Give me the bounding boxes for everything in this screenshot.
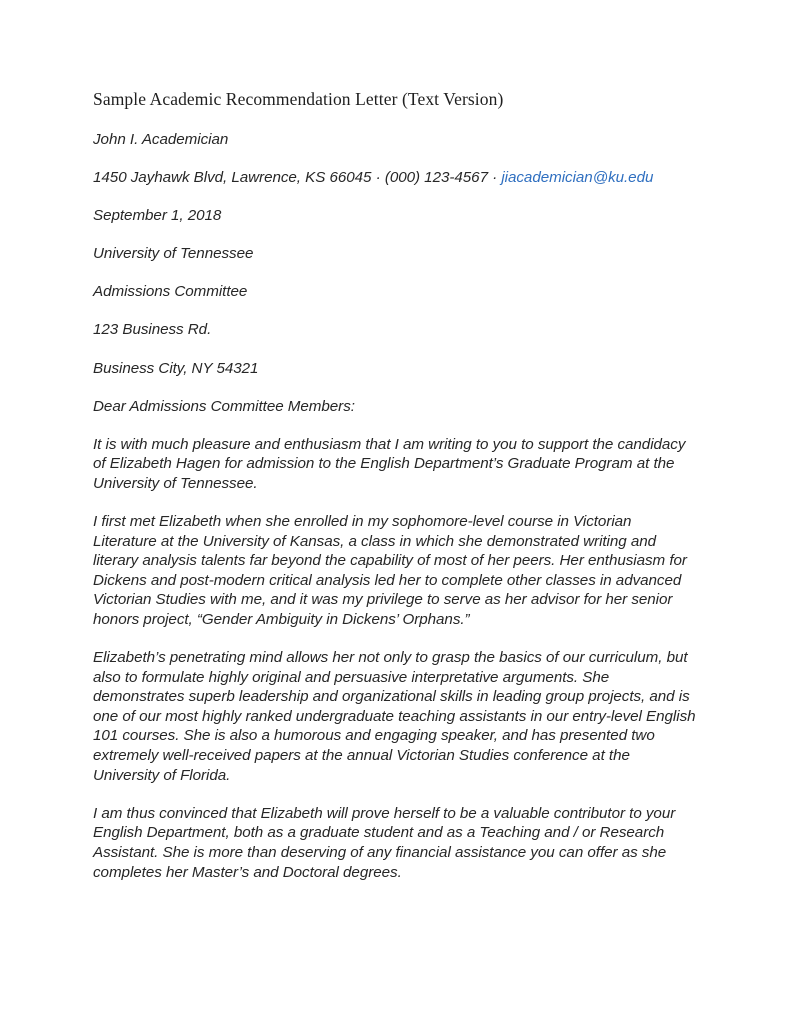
sender-phone: (000) 123-4567 bbox=[384, 169, 488, 187]
page-title: Sample Academic Recommendation Letter (Text Version) bbox=[93, 89, 504, 109]
body-paragraph-4: I am thus convinced that Elizabeth will prove herself to be a valuable contributor to your English Department, both as a graduate student and as a Teaching and / or Research Assistant. She is more than deserving of any financial assistance you can offer as she completes her Master’s and Doctoral degrees. bbox=[93, 804, 676, 881]
sender-email-link[interactable]: jiacademician@ku.edu bbox=[501, 169, 654, 187]
recipient-street: 123 Business Rd. bbox=[93, 321, 212, 339]
contact-separator-2: · bbox=[487, 169, 502, 187]
sender-name: John I. Academician bbox=[93, 131, 229, 148]
recipient-organization: University of Tennessee bbox=[93, 245, 254, 263]
sender-address: 1450 Jayhawk Blvd, Lawrence, KS 66045 bbox=[93, 169, 372, 187]
contact-separator-1: · bbox=[371, 169, 385, 187]
salutation: Dear Admissions Committee Members: bbox=[93, 397, 355, 415]
sender-contact-line bbox=[93, 168, 699, 188]
letter-date: September 1, 2018 bbox=[93, 207, 222, 225]
body-paragraph-2: I first met Elizabeth when she enrolled in my sophomore-level course in Victorian Literature at the University of Kansas, a class in which she demonstrated writing and literary analysis talents far beyond the capability of most of her peers. Her enthusiasm for Dickens and post-modern critical analysis led her to complete other classes in advanced Victorian Studies with me, and it was my privilege to serve as her advisor for her senior honors project, “Gender Ambiguity in Dickens’ Orphans.” bbox=[93, 513, 687, 628]
body-paragraph-3: Elizabeth’s penetrating mind allows her not only to grasp the basics of our curriculum, but also to formulate highly original and persuasive interpretative arguments. She demonstrates superb leadership and organizational skills in leading group projects, and is one of our most highly ranked undergraduate teaching assistants in our entry-level English 101 courses. She is also a humorous and engaging speaker, and has presented two extremely well-received papers at the annual Victorian Studies conference at the University of Florida. bbox=[93, 649, 696, 784]
recipient-department: Admissions Committee bbox=[93, 283, 248, 301]
document-content bbox=[93, 88, 699, 882]
recipient-city-state-zip: Business City, NY 54321 bbox=[93, 359, 259, 377]
body-paragraph-1: It is with much pleasure and enthusiasm that I am writing to you to support the candidacy of Elizabeth Hagen for admission to the English Department’s Graduate Program at the University of Tennessee. bbox=[93, 435, 686, 492]
